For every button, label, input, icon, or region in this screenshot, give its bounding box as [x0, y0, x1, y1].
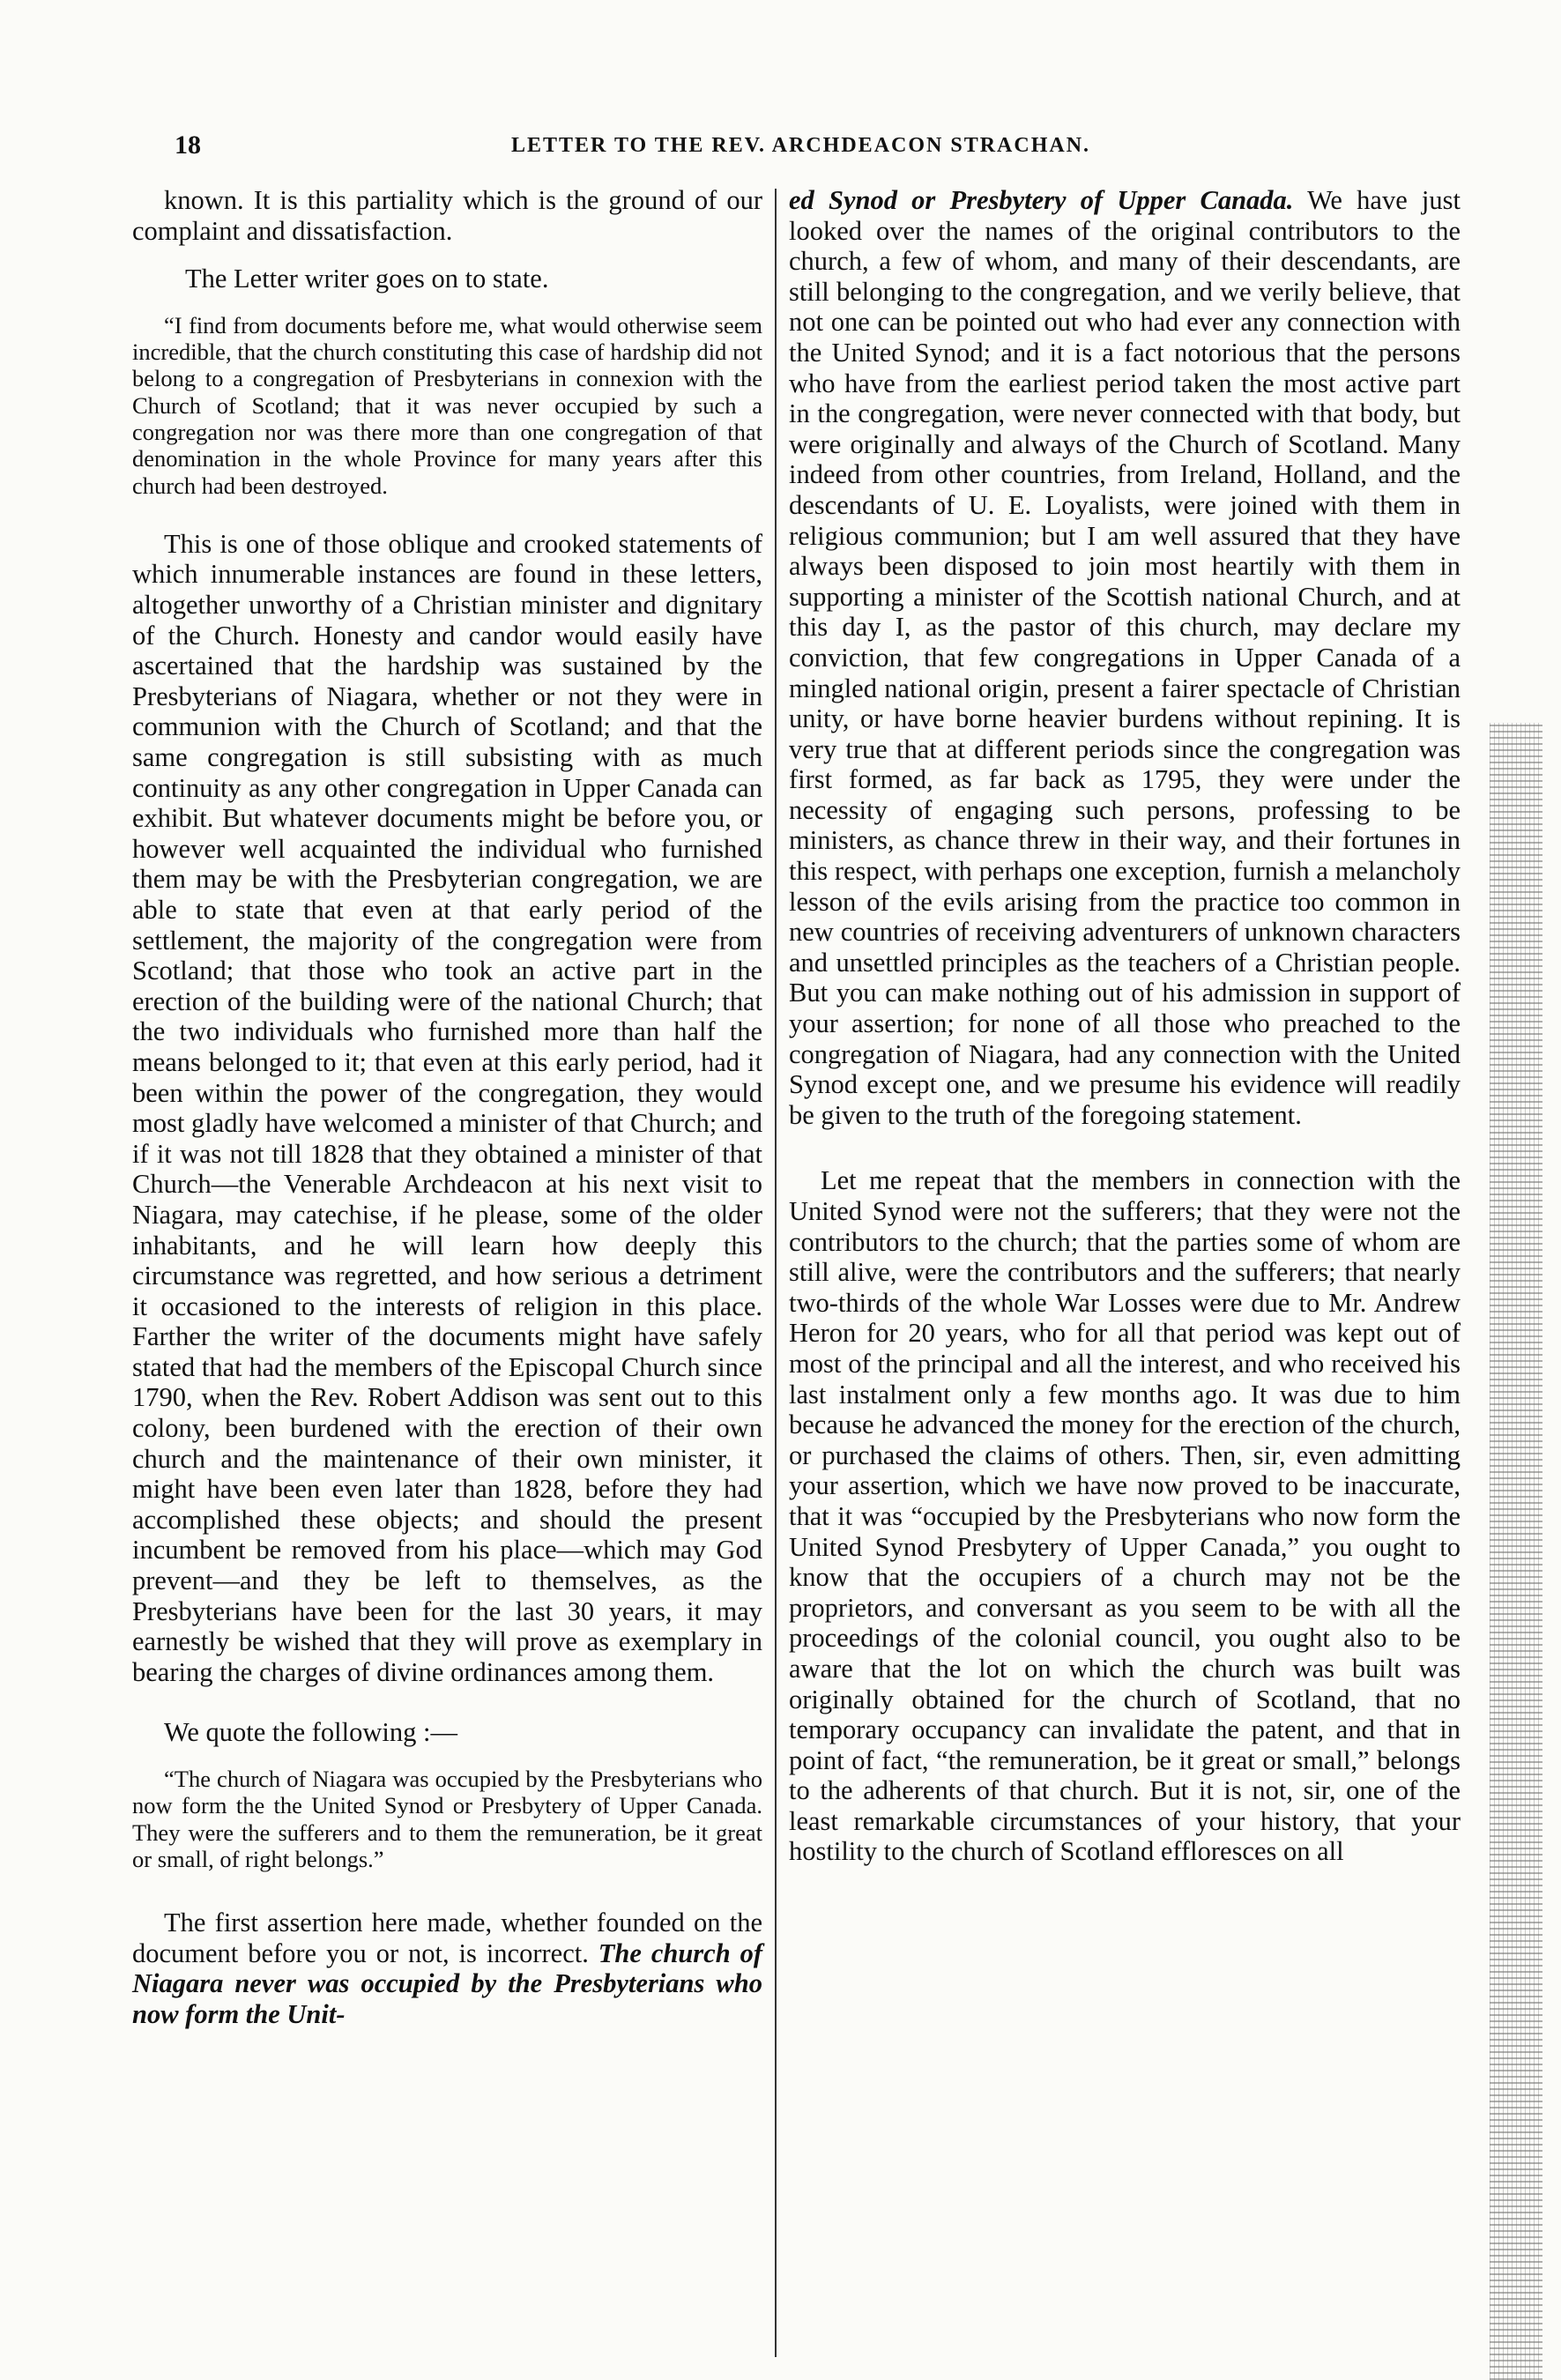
left-paragraph-2: The Letter writer goes on to state. — [185, 264, 549, 294]
left-paragraph-7-text: The first assertion here made, whether founded on the document before you or not, is incorrect. — [132, 1908, 762, 1968]
left-quote-2: “The church of Niagara was occupied by the Presbyterians who now form the the United Synod or Presbytery of Upper Canada. They were the sufferers and to them the remuneration, be it great or small, of right belongs.” — [132, 1766, 762, 1872]
left-column — [132, 185, 762, 2030]
left-paragraph-7-italic: The church of Niagara never was occupied by the Presbyterians who now form the Unit- — [132, 1937, 763, 2029]
left-paragraph-7 — [132, 1908, 762, 2029]
left-paragraph-5: We quote the following :— — [164, 1717, 457, 1748]
right-column — [789, 185, 1461, 1867]
left-quote-1: “I find from documents before me, what would otherwise seem incredible, that the church constituting this case of hardship did not belong to a congregation of Presbyterians in connexion with the Church of Scotland; that it was never occupied by such a congregation nor was there more than one congregation of that denomination in the whole Province for many years after this church had been destroyed. — [132, 311, 762, 499]
left-paragraph-1: known. It is this partiality which is the ground of our complaint and dissatisfaction. — [132, 185, 762, 246]
page-number: 18 — [175, 130, 201, 160]
right-paragraph-1-italic: ed Synod or Presbytery of Upper Canada. — [789, 185, 1294, 215]
scan-edge-artifact — [1490, 723, 1542, 2380]
running-head: LETTER TO THE REV. ARCHDEACON STRACHAN. — [511, 134, 1091, 157]
right-paragraph-2: Let me repeat that the members in connection with the United Synod were not the sufferers; that they were not the contributors to the church; that the parties some of whom are still alive, were the contributors and the sufferers; that nearly two-thirds of the whole War Losses were due to Mr. Andrew Heron for 20 years, who for all that period was kept out of most of the principal and all the interest, and who received his last instalment only a few months ago. It was due to him because he advanced the money for the erection of the church, or purchased the claims of others. Then, sir, even admitting your assertion, which we have now proved to be inaccurate, that it was “occupied by the Presbyterians who now form the United Synod Presbytery of Upper Canada,” you ought to know that the occupiers of a church may not be the proprietors, and conversant as you seem to be with all the proceedings of the colonial council, you ought also to be aware that the lot on which the church was built was originally obtained for the church of Scotland, that no temporary occupancy can invalidate the patent, and that in point of fact, “the remuneration, be it great or small,” belongs to the adherents of that church. But it is not, sir, one of the least remarkable circumstances of your history, that your hostility to the church of Scotland effloresces on all — [789, 1165, 1461, 1867]
column-divider — [775, 189, 777, 2357]
right-paragraph-1-text: We have just looked over the names of the original contributors to the church, a few of whom, and many of their descendants, are still belonging to the congregation, and we verily believe, that not one can be pointed out who had ever any connection with the United Synod; and it is a fact notorious that the persons who have from the earliest period taken the most active part in the congregation, were never connected with that body, but were originally and always of the Church of Scotland. Many indeed from other countries, from Ireland, Holland, and the descendants of U. E. Loyalists, were joined with them in religious communion; but I am well assured that they have always been disposed to join most heartily with them in supporting a minister of the Scottish national Church, and at this day I, as the pastor of this church, may declare my conviction, that few congregations in Upper Canada of a mingled national origin, present a fairer spectacle of Christian unity, or have borne heavier burdens without repining. It is very true that at different periods since the congregation was first formed, as far back as 1795, they were under the necessity of engaging such persons, professing to be ministers, as chance threw in their way, and their fortunes in this respect, with perhaps one exception, furnish a melancholy lesson of the evils arising from the practice too common in new countries of receiving adventurers of unknown characters and unsettled principles as the teachers of a Christian people. But you can make nothing out of his admission in support of your assertion; for none of all those who preached to the congregation of Niagara, had any connection with the United Synod except one, and we presume his evidence will readily be given to the truth of the foregoing statement. — [789, 185, 1461, 1130]
left-paragraph-4: This is one of those oblique and crooked statements of which innumerable instances are found in these letters, altogether unworthy of a Christian minister and dignitary of the Church. Honesty and candor would easily have ascertained that the hardship was sustained by the Presbyterians of Niagara, whether or not they were in communion with the Church of Scotland; and that the same congregation is still subsisting with as much continuity as any other congregation in Upper Canada can exhibit. But whatever documents might be before you, or however well acquainted the individual who furnished them may be with the Presbyterian congregation, we are able to state that even at that early period of the settlement, the majority of the congregation were from Scotland; that those who took an active part in the erection of the building were of the national Church; that the two individuals who furnished more than half the means belonged to it; that even at this early period, had it been within the power of the congregation, they would most gladly have welcomed a minister of that Church; and if it was not till 1828 that they obtained a minister of that Church—the Venerable Archdeacon at his next visit to Niagara, may catechise, if he please, some of the older inhabitants, and he will learn how deeply this circumstance was regretted, and how serious a detriment it occasioned to the interests of religion in this place. Farther the writer of the documents might have safely stated that had the members of the Episcopal Church since 1790, when the Rev. Robert Addison was sent out to this colony, been burdened with the erection of their own church and the maintenance of their own minister, it might have been even later than 1828, before they had accomplished these objects; and should the present incumbent be removed from his place—which may God prevent—and they be left to themselves, as the Presbyterians have been for the last 30 years, it may earnestly be wished that they will prove as exemplary in bearing the charges of divine ordinances among them. — [132, 528, 762, 1687]
right-paragraph-1 — [789, 185, 1461, 1130]
